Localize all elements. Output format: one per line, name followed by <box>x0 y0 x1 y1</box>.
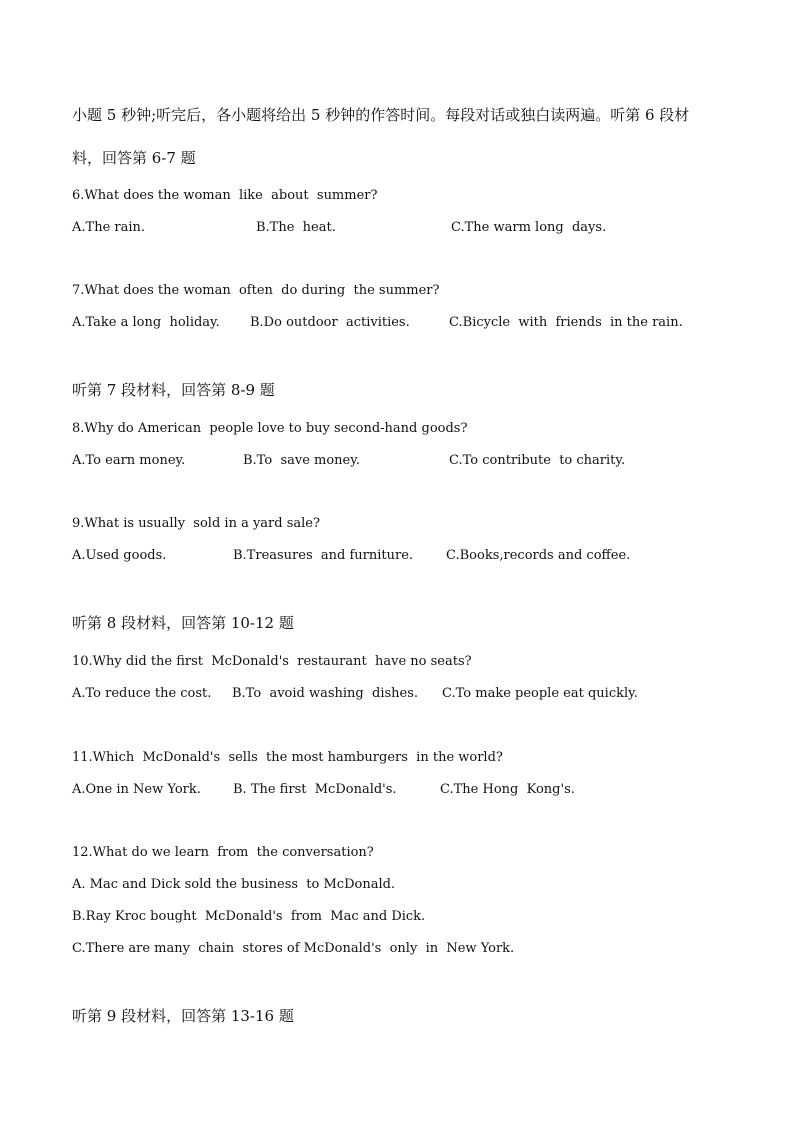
question-8: 8.Why do American people love to buy second-hand goods? <box>72 421 468 436</box>
question-6: 6.What does the woman like about summer? <box>72 188 378 203</box>
q12-option-c: C.There are many chain stores of McDonald's only in New York. <box>72 941 515 956</box>
instructions-line-2: 料，回答第 6-7 题 <box>72 149 196 167</box>
q8-option-b: B.To save money. <box>243 453 360 468</box>
q7-option-b: B.Do outdoor activities. <box>250 315 410 330</box>
q8-option-a: A.To earn money. <box>72 453 186 468</box>
q8-option-c: C.To contribute to charity. <box>449 453 626 468</box>
question-7: 7.What does the woman often do during the summer? <box>72 283 440 298</box>
q10-option-a: A.To reduce the cost. <box>72 686 212 701</box>
question-10: 10.Why did the first McDonald's restaurant have no seats? <box>72 654 472 669</box>
question-12: 12.What do we learn from the conversation? <box>72 845 374 860</box>
q12-option-a: A. Mac and Dick sold the business to McDonald. <box>72 877 396 892</box>
q9-option-b: B.Treasures and furniture. <box>233 548 414 563</box>
section-9-heading: 听第 9 段材料，回答第 13-16 题 <box>72 1007 294 1025</box>
instructions-line-1: 小题 5 秒钟;听完后，各小题将给出 5 秒钟的作答时间。每段对话或独白读两遍。听第 6 段材 <box>72 106 690 124</box>
section-7-heading: 听第 7 段材料，回答第 8-9 题 <box>72 381 275 399</box>
q10-option-b: B.To avoid washing dishes. <box>232 686 419 701</box>
q11-option-b: B. The first McDonald's. <box>233 782 397 797</box>
q7-option-c: C.Bicycle with friends in the rain. <box>449 315 683 330</box>
q9-option-c: C.Books,records and coffee. <box>446 548 631 563</box>
q7-option-a: A.Take a long holiday. <box>72 315 220 330</box>
q11-option-a: A.One in New York. <box>72 782 201 797</box>
q6-option-a: A.The rain. <box>72 220 146 235</box>
q12-option-b: B.Ray Kroc bought McDonald's from Mac and Dick. <box>72 909 426 924</box>
section-8-heading: 听第 8 段材料，回答第 10-12 题 <box>72 614 294 632</box>
question-9: 9.What is usually sold in a yard sale? <box>72 516 320 531</box>
q6-option-c: C.The warm long days. <box>451 220 607 235</box>
q11-option-c: C.The Hong Kong's. <box>440 782 575 797</box>
question-11: 11.Which McDonald's sells the most hamburgers in the world? <box>72 750 503 765</box>
q9-option-a: A.Used goods. <box>72 548 167 563</box>
q6-option-b: B.The heat. <box>256 220 336 235</box>
q10-option-c: C.To make people eat quickly. <box>442 686 638 701</box>
